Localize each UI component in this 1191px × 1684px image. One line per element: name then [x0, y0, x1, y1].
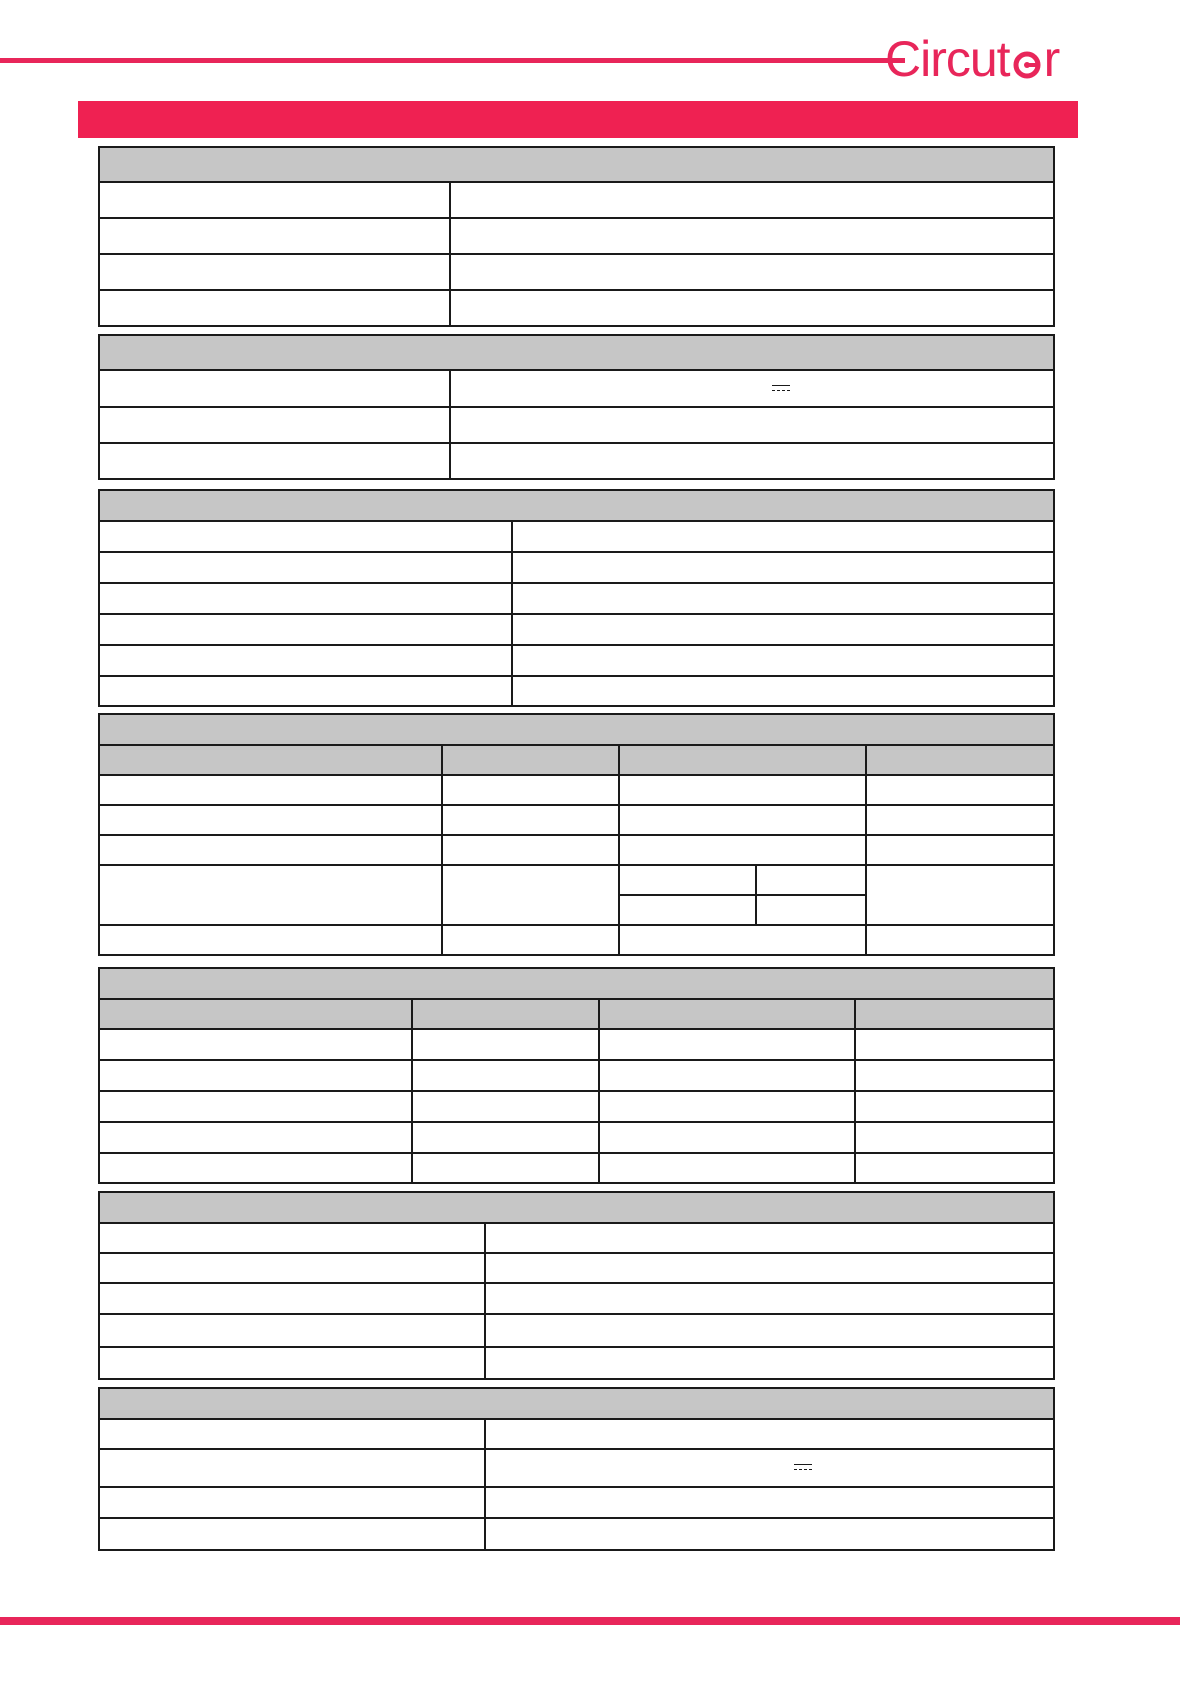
row-label	[99, 1347, 485, 1379]
row-value	[512, 614, 1054, 645]
table-cell	[442, 805, 619, 835]
table-row	[99, 1153, 1054, 1183]
table-cell	[866, 835, 1054, 865]
row-label	[99, 552, 512, 583]
table-row	[99, 1122, 1054, 1153]
table-cell	[442, 775, 619, 805]
row-label	[99, 290, 450, 326]
table-row	[99, 805, 1054, 835]
spec-table-3	[98, 489, 1055, 707]
row-value	[485, 1487, 1054, 1518]
table-cell	[619, 925, 866, 955]
dc-symbol-icon	[794, 1463, 812, 1473]
table-cell	[599, 1153, 855, 1183]
dc-symbol-icon	[772, 384, 790, 394]
table-row	[99, 1029, 1054, 1060]
row-label	[99, 1314, 485, 1347]
circutor-logo	[885, 28, 1060, 87]
table-cell	[99, 1060, 412, 1091]
table-cell	[855, 1060, 1054, 1091]
column-header	[855, 999, 1054, 1029]
logo-text-right: r	[1043, 31, 1060, 87]
row-label	[99, 182, 450, 218]
table-cell	[442, 865, 619, 925]
column-header	[442, 745, 619, 775]
column-header	[619, 745, 866, 775]
row-value	[450, 290, 1054, 326]
table-cell	[756, 895, 866, 925]
table-cell	[866, 805, 1054, 835]
table-cell	[99, 925, 442, 955]
spec-table-2	[98, 334, 1055, 480]
table-row	[99, 925, 1054, 955]
column-header	[866, 745, 1054, 775]
table-title	[99, 490, 1054, 521]
table-cell	[412, 1091, 599, 1122]
row-value	[512, 552, 1054, 583]
table-row	[99, 775, 1054, 805]
row-label	[99, 1253, 485, 1283]
row-value	[485, 1314, 1054, 1347]
table-cell	[599, 1122, 855, 1153]
table-cell	[855, 1122, 1054, 1153]
row-label	[99, 1419, 485, 1449]
table-cell	[866, 925, 1054, 955]
table-title	[99, 968, 1054, 999]
table-row	[99, 835, 1054, 865]
table-row	[99, 1060, 1054, 1091]
row-value-dc	[485, 1449, 1054, 1487]
row-value	[450, 254, 1054, 290]
table-cell	[99, 1122, 412, 1153]
spec-table-5	[98, 967, 1055, 1184]
row-label	[99, 1487, 485, 1518]
table-cell	[99, 1091, 412, 1122]
table-cell	[442, 925, 619, 955]
logo-o-icon	[1012, 50, 1042, 80]
row-label	[99, 1449, 485, 1487]
section-banner	[78, 101, 1078, 138]
row-label	[99, 370, 450, 407]
table-cell	[619, 835, 866, 865]
column-header	[99, 745, 442, 775]
table-cell	[99, 835, 442, 865]
row-label	[99, 614, 512, 645]
table-cell	[99, 865, 442, 925]
logo-text-left: Circut	[885, 31, 1010, 87]
table-title	[99, 1192, 1054, 1223]
spec-table-4	[98, 713, 1055, 956]
row-label	[99, 1283, 485, 1314]
table-cell	[442, 835, 619, 865]
row-label	[99, 1518, 485, 1550]
row-value	[485, 1253, 1054, 1283]
table-cell	[619, 805, 866, 835]
table-cell	[619, 865, 756, 895]
table-cell	[599, 1091, 855, 1122]
row-value	[512, 583, 1054, 614]
table-cell	[99, 805, 442, 835]
column-header	[99, 999, 412, 1029]
table-cell	[99, 1153, 412, 1183]
row-value	[512, 676, 1054, 706]
table-cell	[412, 1122, 599, 1153]
row-value	[450, 443, 1054, 479]
row-value	[485, 1347, 1054, 1379]
row-value	[485, 1223, 1054, 1253]
table-cell	[599, 1029, 855, 1060]
row-label	[99, 676, 512, 706]
header-rule	[0, 58, 905, 63]
table-cell	[619, 775, 866, 805]
table-cell	[412, 1060, 599, 1091]
table-cell	[855, 1091, 1054, 1122]
row-label	[99, 218, 450, 254]
row-value	[485, 1283, 1054, 1314]
table-title	[99, 1388, 1054, 1419]
table-title	[99, 335, 1054, 370]
row-value-dc	[450, 370, 1054, 407]
table-title	[99, 714, 1054, 745]
row-label	[99, 407, 450, 443]
footer-rule	[0, 1617, 1180, 1625]
row-label	[99, 254, 450, 290]
table-cell	[866, 775, 1054, 805]
row-value	[450, 182, 1054, 218]
row-value	[485, 1419, 1054, 1449]
table-cell	[99, 775, 442, 805]
column-header	[412, 999, 599, 1029]
table-cell	[599, 1060, 855, 1091]
row-label	[99, 583, 512, 614]
table-cell	[412, 1029, 599, 1060]
row-value	[450, 407, 1054, 443]
table-cell	[619, 895, 756, 925]
table-row	[99, 865, 1054, 895]
row-value	[512, 521, 1054, 552]
table-title	[99, 147, 1054, 182]
row-label	[99, 443, 450, 479]
table-cell	[99, 1029, 412, 1060]
table-row	[99, 1091, 1054, 1122]
row-value	[450, 218, 1054, 254]
table-cell	[855, 1029, 1054, 1060]
table-cell	[412, 1153, 599, 1183]
table-cell	[866, 865, 1054, 925]
row-label	[99, 521, 512, 552]
row-value	[512, 645, 1054, 676]
row-value	[485, 1518, 1054, 1550]
column-header	[599, 999, 855, 1029]
spec-table-7	[98, 1387, 1055, 1551]
spec-table-6	[98, 1191, 1055, 1380]
row-label	[99, 645, 512, 676]
table-cell	[855, 1153, 1054, 1183]
table-cell	[756, 865, 866, 895]
spec-table-1	[98, 146, 1055, 327]
row-label	[99, 1223, 485, 1253]
